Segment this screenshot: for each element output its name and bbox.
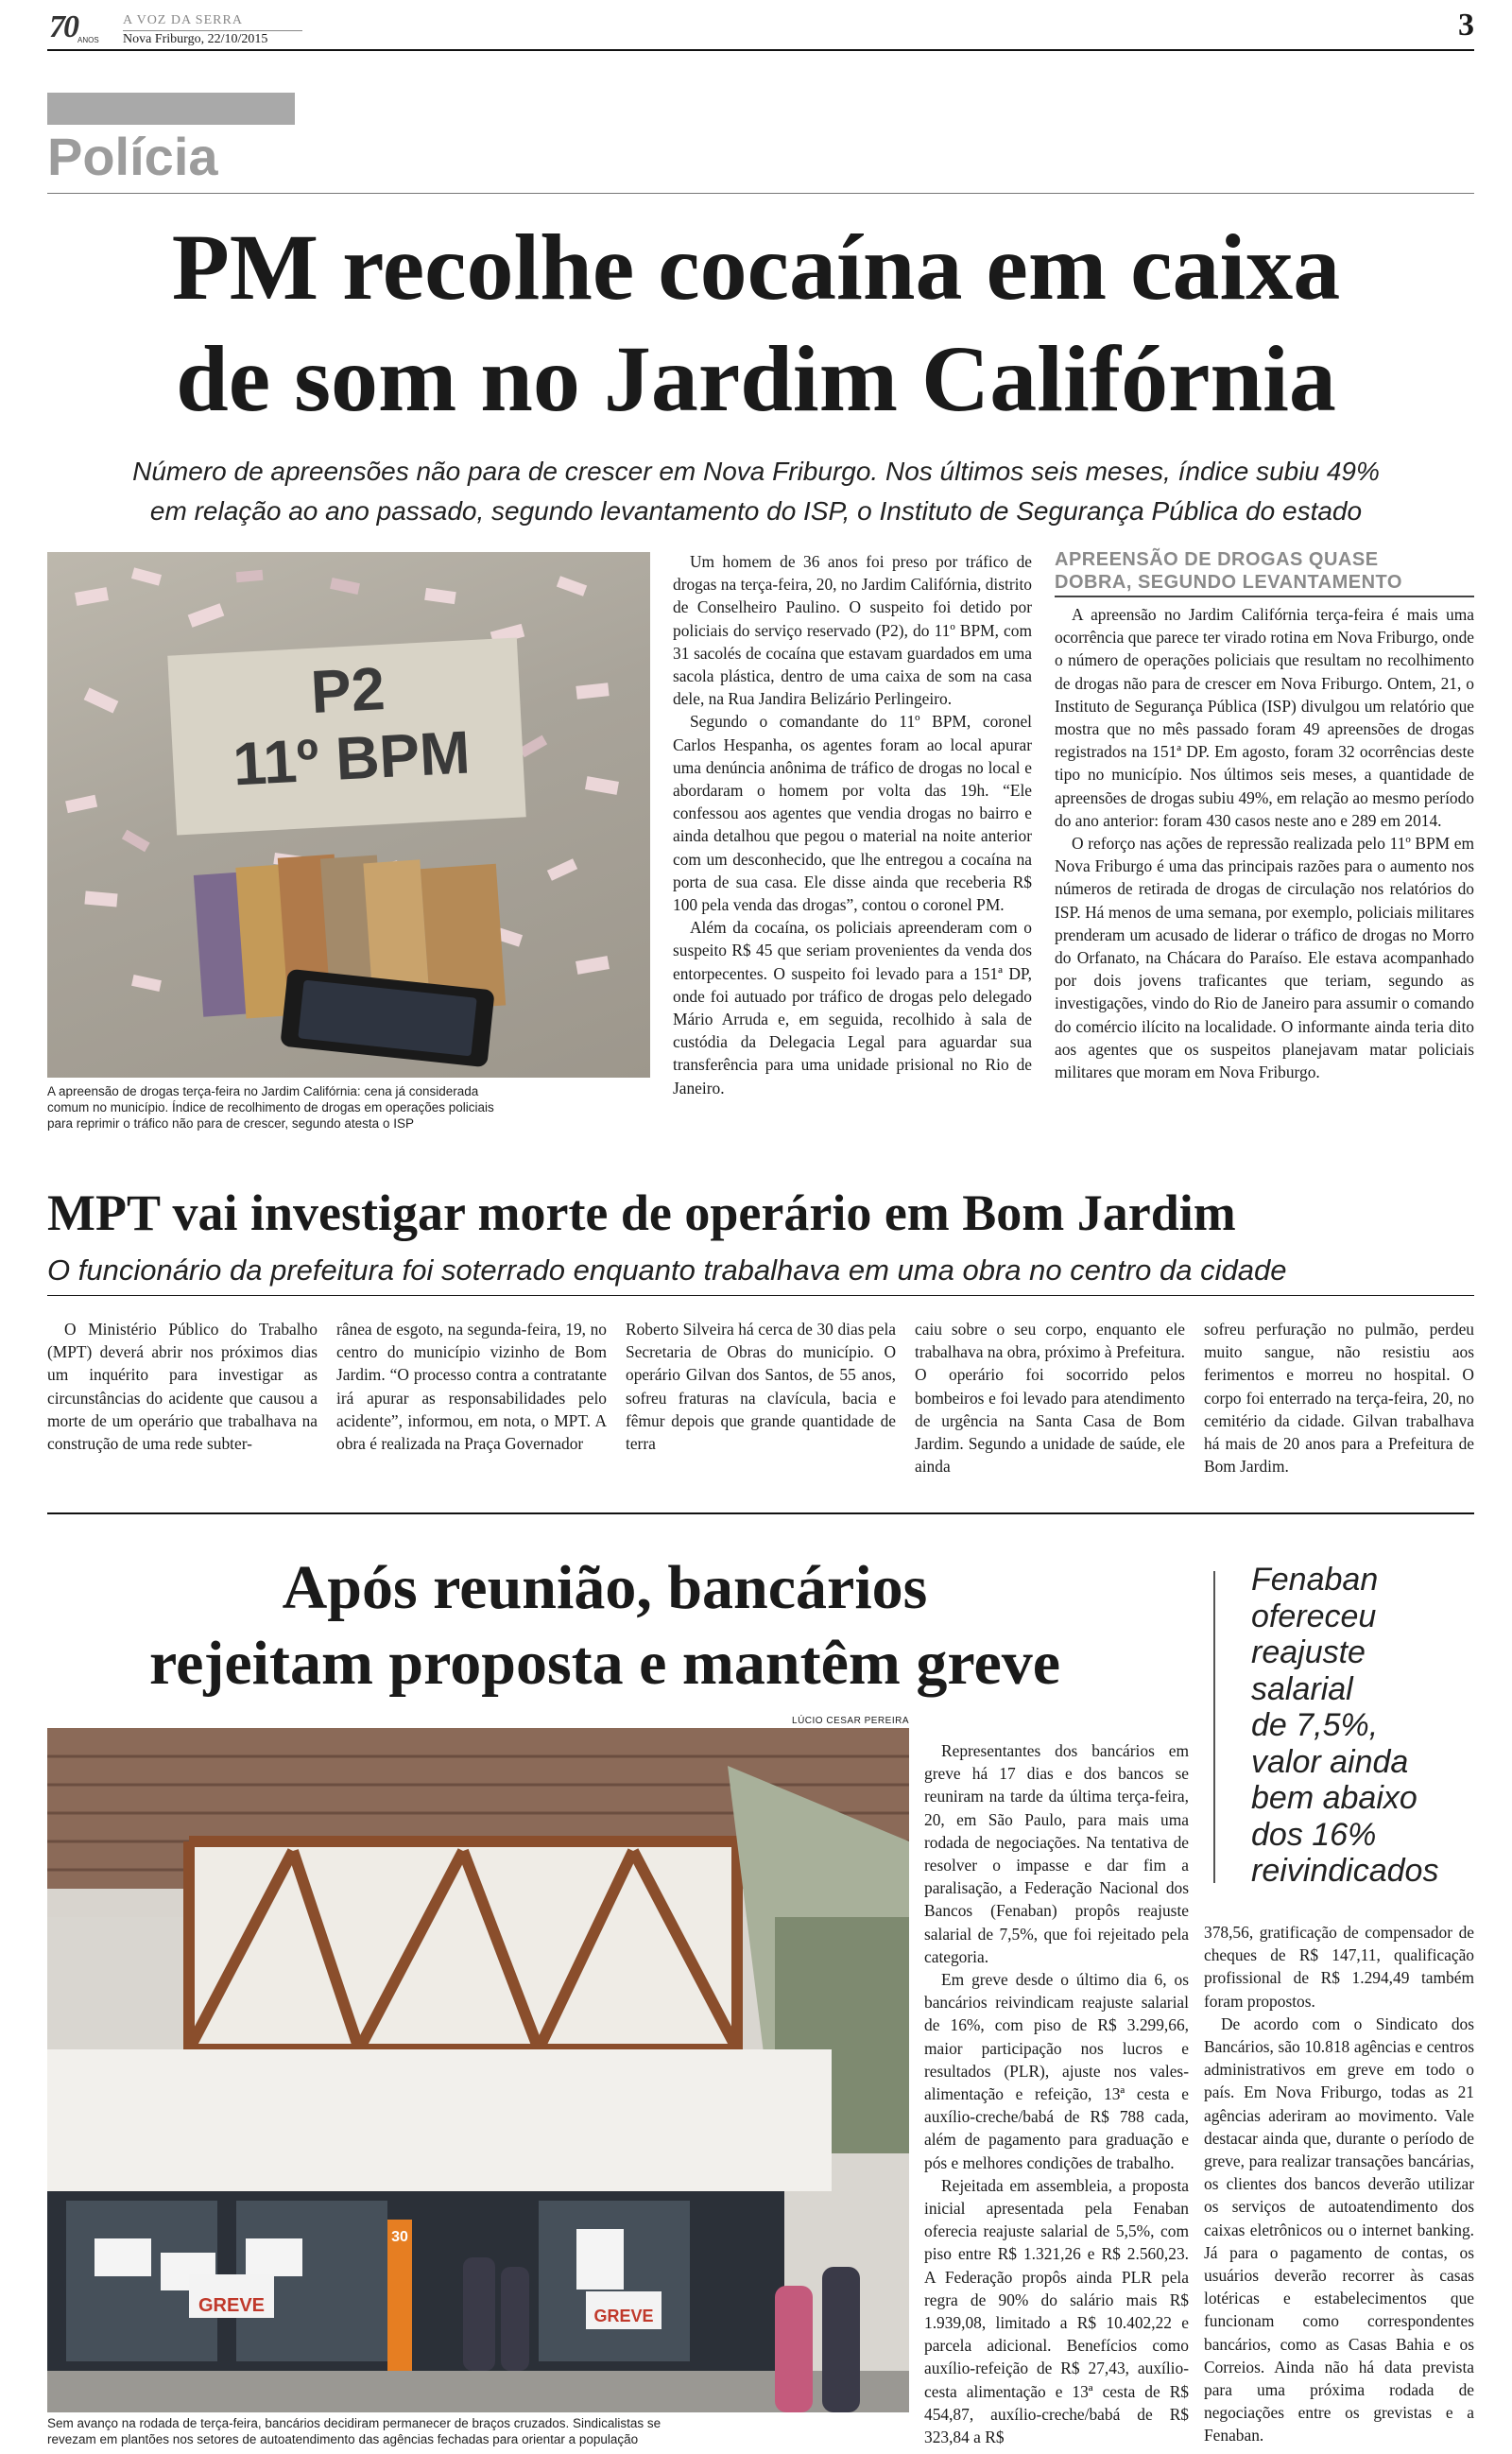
pullquote-line: bem abaixo (1251, 1780, 1418, 1816)
story3-headline-line1: Após reunião, bancários (282, 1553, 928, 1622)
paper-name: A VOZ DA SERRA (123, 13, 243, 27)
story2-rule (47, 1295, 1474, 1296)
story2-col-para: caiu sobre o seu corpo, enquanto ele trabalhava na obra, próximo à Prefeitura. O operário foi socorrido pelos bombeiros e foi levado para atendimento de urgência na Santa Casa de Bom Jardim. Segundo a unidade de saúde, ele ainda (915, 1320, 1185, 1477)
greve-sign-right: GREVE (593, 2307, 654, 2325)
pullquote-bar (1213, 1571, 1215, 1883)
story1-col2-para: A apreensão no Jardim Califórnia terça-feira é mais uma ocorrência que parece ter virado rotina em Nova Friburgo, onde o número de operações policiais que resultam no recolhimento de drogas não para de crescer em Nova Friburgo. Ontem, 21, o Instituto de Segurança Pública (ISP) divulgou um relatório que mostra que no mês passado foram 49 apreensões de drogas registrados na 151ª DP. Em agosto, foram 32 ocorrências deste tipo no município. Nos últimos seis meses, a quantidade de apreensões de drogas subiu 49%, em relação ao mesmo período do ano anterior: foram 430 casos neste ano e 289 em 2014. (1055, 605, 1474, 830)
story2-column3 (626, 1318, 896, 1455)
story1-col1-para: Um homem de 36 anos foi preso por tráfico de drogas na terça-feira, 20, no Jardim Califórnia, distrito de Conselheiro Paulino. O suspeito foi detido por policiais do serviço reservado (P2), do 11º BPM, com 31 sacolés de cocaína que estavam guardados em uma sacola plástica, dentro de uma caixa de som na casa dele, na Rua Jandira Belizário Perlingeiro. (673, 552, 1032, 709)
subhead-rule (1055, 596, 1474, 597)
story2-col-para: O Ministério Público do Trabalho (MPT) deverá abrir nos próximos dias um inquérito para investigar as circunstâncias do acidente que causou a morte de um operário que trabalhava na construção de uma rede subter- (47, 1320, 318, 1454)
pullquote-line: salarial (1251, 1670, 1353, 1707)
story1-col1-para: Segundo o comandante do 11º BPM, coronel Carlos Hespanha, os agentes foram ao local apurar uma denúncia anônima de tráfico de drogas no local e abordaram o homem por volta das 19h. “Ele confessou aos agentes que vendia drogas no bairro e ainda detalhou que pegou o material na noite anterior com um desconhecido, que lhe entregou a cocaína na porta de sua casa. Ele disse ainda que receberia R$ 100 pela venda das drogas”, contou o coronel PM. (673, 712, 1032, 915)
story1-subhead-line1: APREENSÃO DE DROGAS QUASE (1055, 549, 1379, 570)
pullquote-line: reajuste (1251, 1634, 1366, 1670)
story1-photo-caption: A apreensão de drogas terça-feira no Jardim Califórnia: cena já considerada comum no município. Índice de recolhimento de drogas em operações policiais para reprimir o tráfico não para de crescer, segundo atesta o ISP (47, 1084, 494, 1131)
evidence-sign-line2: 11º BPM (231, 717, 472, 799)
logo-number: 70 (49, 9, 77, 44)
story3-col2-para: 378,56, gratificação de compensador de cheques de R$ 147,11, qualificação profissional de R$ 1.294,49 também foram propostos. (1204, 1923, 1474, 2011)
story3-headline-line2: rejeitam proposta e mantêm greve (148, 1629, 1061, 1698)
story2-column5 (1204, 1318, 1474, 1478)
photo-credit: LÚCIO CESAR PEREIRA (792, 1716, 909, 1726)
anniversary-logo (47, 9, 113, 45)
seizure-illustration (47, 552, 650, 1078)
section-rule (47, 193, 1474, 194)
story3-pullquote (1251, 1562, 1474, 1890)
story3-col1-para: Rejeitada em assembleia, a proposta inicial apresentada pela Fenaban oferecia reajuste salarial de 5,5%, com piso entre R$ 1.321,26 e R$ 2.560,23. A Federação propôs ainda PLR pela regra de 90% do salário mais R$ 1.939,08, limitado a R$ 10.402,22 e parcela adicional. Benefícios como auxílio-refeição de R$ 27,43, auxílio-cesta alimentação e 13ª cesta de R$ 454,87, auxílio-creche/babá de R$ 323,84 a R$ (924, 2175, 1189, 2447)
story1-column2 (1055, 603, 1474, 1083)
story3-photo-caption: Sem avanço na rodada de terça-feira, bancários decidiram permanecer de braços cruzados. Sindicalistas se revezam em plantões nos setores de autoatendimento das agências fechadas para orientar a população (47, 2416, 662, 2446)
story2-col-para: rânea de esgoto, na segunda-feira, 19, no centro do município vizinho de Bom Jardim. “O processo contra a contratante irá apurar as responsabilidades pelo acidente”, informou, em nota, o MPT. A obra é realizada na Praça Governador (336, 1320, 607, 1454)
story1-deck-line2: em relação ao ano passado, segundo levantamento do ISP, o Instituto de Segurança Pública do estado (149, 496, 1363, 526)
pullquote-line: Fenaban (1251, 1562, 1379, 1598)
pullquote-line: ofereceu (1251, 1598, 1377, 1634)
drugs-seizure-photo (47, 552, 650, 1078)
story2-column4 (915, 1318, 1185, 1478)
story3-headline (47, 1550, 1162, 1702)
story2-col-para: sofreu perfuração no pulmão, perdeu muito sangue, não resistiu aos ferimentos e morreu no hospital. O corpo foi enterrado na terça-feira, 20, no cemitério da cidade. Gilvan trabalhava há mais de 20 anos para a Prefeitura de Bom Jardim. (1204, 1320, 1474, 1477)
pullquote-line: de 7,5%, (1251, 1707, 1379, 1743)
story2-col-para: Roberto Silveira há cerca de 30 dias pela Secretaria de Obras do município. O operário Gilvan dos Santos, de 55 anos, sofreu fraturas na clavícula, bacia e fêmur depois que grande quantidade de terra (626, 1320, 896, 1454)
story3-col1-para: Representantes dos bancários em greve há 17 dias e dos bancos se reuniram na tarde da última terça-feira, 20, em São Paulo, para mais uma rodada de negociações. Na tentativa de resolver o impasse e dar fim a paralisação, a Federação Nacional dos Bancos (Fenaban) propôs reajuste salarial de 7,5%, que foi rejeitado pela categoria. (924, 1741, 1189, 1966)
story3-column1 (924, 1739, 1189, 2448)
evidence-sign (185, 648, 513, 801)
section-tab (47, 93, 295, 125)
story1-column1 (673, 550, 1032, 1099)
section-label: Polícia (47, 127, 218, 186)
pullquote-line: valor ainda (1251, 1743, 1409, 1780)
story1-deck-line1: Número de apreensões não para de crescer em Nova Friburgo. Nos últimos seis meses, índice subiu 49% (132, 457, 1380, 486)
bank-illustration (47, 1728, 909, 2412)
story2-column2 (336, 1318, 607, 1455)
story3-col2-para: De acordo com o Sindicato dos Bancários, são 10.818 agências e centros administrativos em greve em todo o país. Em Nova Friburgo, todas as 21 agências aderiram ao movimento. Vale destacar ainda que, durante o período de greve, para realizar transações bancárias, os clientes dos bancos deverão utilizar os serviços de autoatendimento dos caixas eletrônicos ou o internet banking. Já para o pagamento de contas, os usuários deverão recorrer às casas lotéricas e estabelecimentos que funcionam como correspondentes bancários, como as Casas Bahia e os Correios. Ainda não há data prevista para uma próxima rodada de negociações entre os grevistas e a Fenaban. (1204, 2013, 1474, 2445)
logo-sub: ANOS (77, 36, 99, 44)
story1-headline-line2: de som no Jardim Califórnia (176, 326, 1336, 431)
story1-subhead (1055, 548, 1474, 594)
evidence-sign-line1: P2 (309, 654, 387, 727)
story3-col1-para: Em greve desde o último dia 6, os bancários reivindicam reajuste salarial de 16%, com piso de R$ 3.299,66, maior participação nos lucros e resultados (PLR), ajuste nos vales-alimentação e refeição, 13ª cesta e auxílio-creche/babá de R$ 788 cada, além de pagamento para graduação e pós e melhores condições de trabalho. (924, 1970, 1189, 2172)
story1-deck (0, 452, 1512, 531)
dateline: Nova Friburgo, 22/10/2015 (123, 32, 268, 46)
story2-deck: O funcionário da prefeitura foi soterrado enquanto trabalhava em uma obra no centro da cidade (47, 1253, 1287, 1287)
door-number-sign: 30 (391, 2229, 408, 2245)
story1-col1-para: Além da cocaína, os policiais apreenderam com o suspeito R$ 45 que seriam provenientes da venda dos entorpecentes. O suspeito foi levado para a 151ª DP, onde foi autuado por tráfico de drogas pelo delegado Mário Arruda e, em seguida, recolhido à sala de custódia da Delegacia Legal para aguardar sua transferência para uma unidade prisional no Rio de Janeiro. (673, 918, 1032, 1097)
story2-bottom-rule (47, 1512, 1474, 1514)
story1-col2-para: O reforço nas ações de repressão realizada pelo 11º BPM em Nova Friburgo é uma das principais razões para o aumento nos números de retirada de drogas de circulação nos relatórios do ISP. Há menos de uma semana, por exemplo, policiais militares prenderam um acusado de liderar o tráfico de drogas no Morro do Orfanato, na Chácara do Paraíso. Ele estava acompanhado por dois jovens traficantes que teriam, segundo as investigações, vindo do Rio de Janeiro para assumir o comando do comércio ilícito na localidade. O informante ainda teria dito aos agentes que os suspeitos planejavam matar policiais militares que moram em Nova Friburgo. (1055, 834, 1474, 1082)
masthead (47, 8, 1474, 49)
story1-subhead-line2: DOBRA, SEGUNDO LEVANTAMENTO (1055, 572, 1402, 593)
story3-column2 (1204, 1921, 1474, 2447)
story2-headline: MPT vai investigar morte de operário em Bom Jardim (47, 1184, 1236, 1241)
pullquote-line: dos 16% (1251, 1816, 1377, 1853)
bank-branch-photo (47, 1728, 909, 2412)
greve-sign-left: GREVE (198, 2295, 266, 2316)
page-number: 3 (1458, 8, 1474, 43)
story2-column1 (47, 1318, 318, 1455)
masthead-rule (47, 49, 1474, 51)
story1-headline-line1: PM recolhe cocaína em caixa (171, 215, 1341, 320)
story1-headline (0, 212, 1512, 435)
pullquote-line: reivindicados (1251, 1853, 1439, 1889)
